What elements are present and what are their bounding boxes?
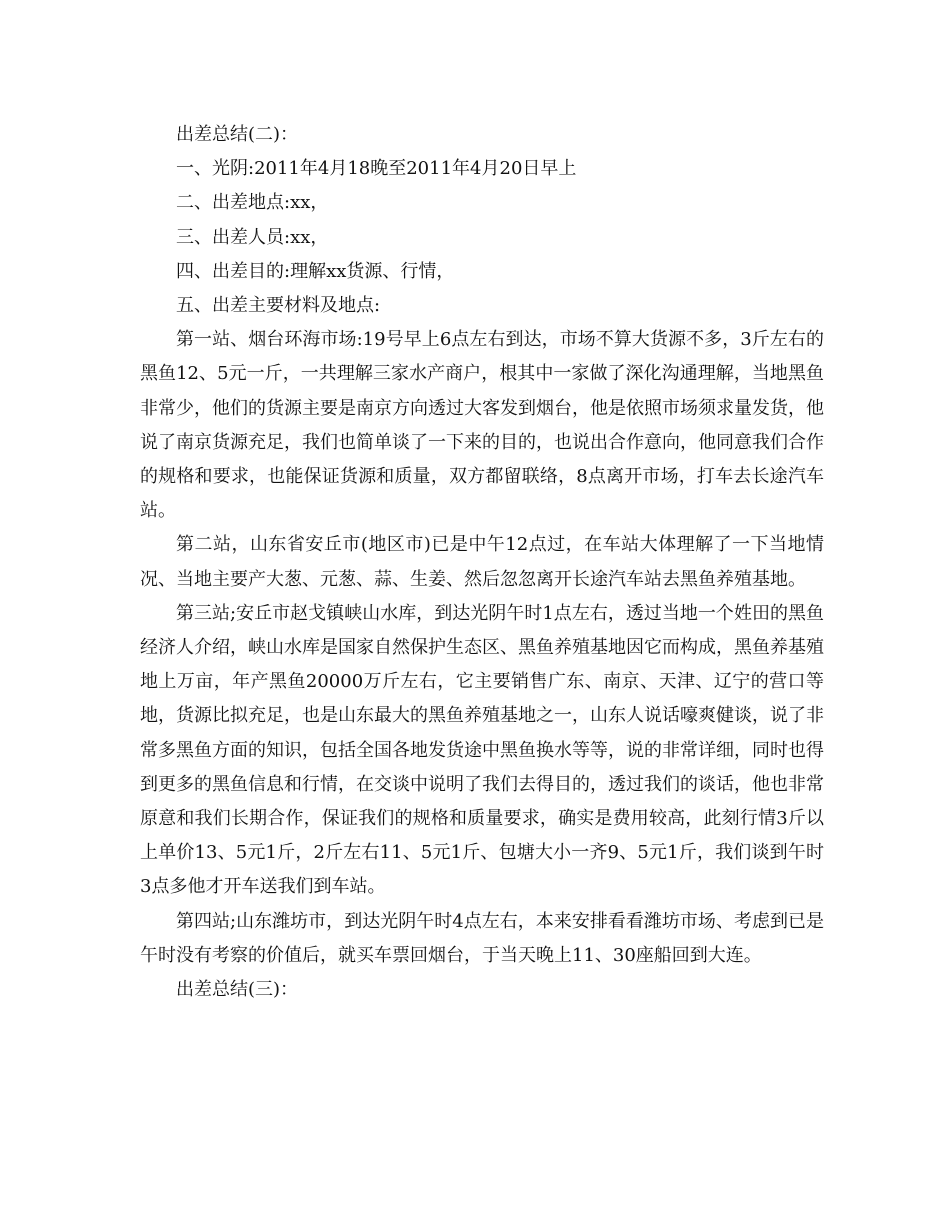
- item-personnel: 三、出差人员:xx，: [176, 226, 329, 248]
- item-time: 一、光阴:2011年4月18晚至2011年4月20日早上: [176, 158, 577, 180]
- paragraph-station-2: 第二站，山东省安丘市(地区市)已是中午12点过，在车站大体理解了一下当地情况、当地主要产大葱、元葱、蒜、生姜、然后忽忽离开长途汽车站去黑鱼养殖基地。: [140, 534, 824, 590]
- item-location: 二、出差地点:xx，: [176, 192, 329, 214]
- paragraph-station-4: 第四站;山东潍坊市，到达光阴午时4点左右，本来安排看看潍坊市场、考虑到已是午时没有考察的价值后，就买车票回烟台，于当天晚上11、30座船回到大连。: [140, 910, 824, 966]
- section-heading: 出差总结(二)：: [176, 124, 299, 145]
- paragraph-station-1: 第一站、烟台环海市场:19号早上6点左右到达，市场不算大货源不多，3斤左右的黑鱼12、5元一斤，一共理解三家水产商户，根其中一家做了深化沟通理解，当地黑鱼非常少，他们的货源主要是南京方向透过大客发到烟台，他是依照市场须求量发货，他说了南京货源充足，我们也简单谈了一下来的目的，也说出合作意向，他同意我们合作的规格和要求，也能保证货源和质量，双方都留联络，8点离开市场，打车去长途汽车站。: [140, 329, 824, 522]
- section-heading-next: 出差总结(三)：: [176, 979, 299, 1001]
- document-body: [140, 118, 824, 1007]
- item-purpose: 四、出差目的:理解xx货源、行情，: [176, 260, 455, 282]
- item-content-heading: 五、出差主要材料及地点:: [176, 295, 381, 317]
- paragraph-station-3: 第三站;安丘市赵戈镇峡山水库，到达光阴午时1点左右，透过当地一个姓田的黑鱼经济人介绍，峡山水库是国家自然保护生态区、黑鱼养殖基地因它而构成，黑鱼养基殖地上万亩，年产黑鱼20000万斤左右，它主要销售广东、南京、天津、辽宁的营口等地，货源比拟充足，也是山东最大的黑鱼养殖基地之一，山东人说话嚎爽健谈，说了非常多黑鱼方面的知识，包括全国各地发货途中黑鱼换水等等，说的非常详细，同时也得到更多的黑鱼信息和行情，在交谈中说明了我们去得目的，透过我们的谈话，他也非常原意和我们长期合作，保证我们的规格和质量要求，确实是费用较高，此刻行情3斤以上单价13、5元1斤，2斤左右11、5元1斤、包塘大小一齐9、5元1斤，我们谈到午时3点多他才开车送我们到车站。: [140, 602, 824, 898]
